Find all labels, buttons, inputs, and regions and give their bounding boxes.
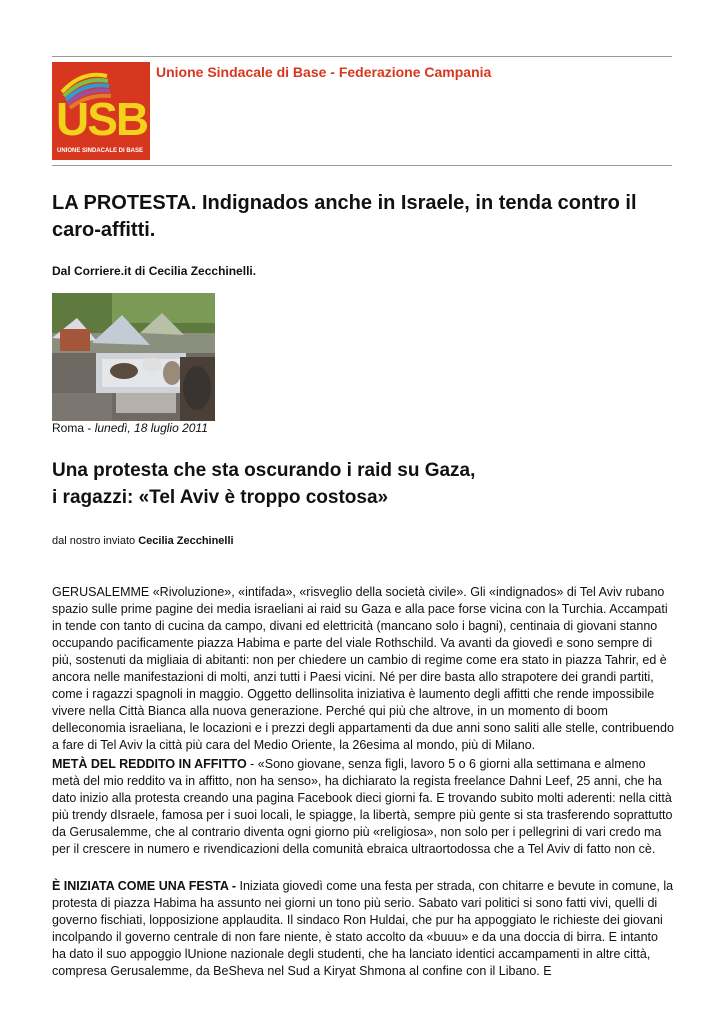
photo-caption [52,421,208,435]
article-subtitle [52,457,682,511]
paragraph-2-lead: METÀ DEL REDDITO IN AFFITTO [52,757,247,771]
protest-tents-photo [52,293,215,421]
logo-letters: USB [56,93,148,145]
header-bottom-rule [52,165,672,166]
article-byline [52,535,234,547]
article-photo [52,293,215,421]
organization-name: Unione Sindacale di Base - Federazione Campania [156,64,492,80]
paragraph-3-lead: È INIZIATA COME UNA FESTA - [52,879,237,893]
article-source: Dal Corriere.it di Cecilia Zecchinelli. [52,264,257,278]
caption-date: lunedì, 18 luglio 2011 [94,421,208,435]
paragraph-2-body: - «Sono giovane, senza figli, lavoro 5 o 6 giorni alla settimana e almeno metà del mio reddito va in affitto, non ha senso», ha dichiarato la regista freelance Dahni Leef, 25 anni, che ha dato inizio alla protesta creando una pagina Facebook dieci giorni fa. E trovando subito molti aderenti: nella città più trendy dIsraele, famosa per i suoi locali, le spiagge, la libertà, sempre più gente si sta trasferendo soprattutto da Gerusalemme, che al contrario diventa ogni giorno più «religiosa», non solo per i pellegrini di vari credo ma per il crescere in numero e rivendicazioni della comunità ebraica ultraortodossa che a Tel Aviv di fatto non cè. [52,757,673,856]
logo-subtext: UNIONE SINDACALE DI BASE [57,148,144,154]
usb-logo [52,62,150,160]
subtitle-line-2: i ragazzi: «Tel Aviv è troppo costosa» [52,487,389,508]
byline-author: Cecilia Zecchinelli [138,535,234,547]
article-paragraph-2 [52,756,674,858]
byline-prefix: dal nostro inviato [52,535,139,547]
paragraph-3-body: Iniziata giovedì come una festa per strada, con chitarre e bevute in comune, la protesta di piazza Habima ha assunto nei giorni un tono più serio. Sabato vari politici si sono fatti vivi, quelli di governo fischiati, lopposizione applaudita. Il sindaco Ron Huldai, che pur ha appoggiato le richieste dei giovani incolpando il governo centrale di non fare niente, è stato accolto da «buuu» e da una doccia di birra. E intanto ha dato il suo appoggio lUnione nazionale degli studenti, che ha lanciato identici accampamenti in altre città, compresa Gerusalemme, da BeSheva nel Sud a Kiryat Shmona al confine con il Libano. E [52,879,674,978]
article-title: LA PROTESTA. Indignados anche in Israele, in tenda contro il caro-affitti. [52,192,637,241]
article-paragraph-1: GERUSALEMME «Rivoluzione», «intifada», «risveglio della società civile». Gli «indignados» di Tel Aviv rubano spazio sulle prime pagine dei media israeliani ai raid su Gaza e alla pace forse vicina con la Turchia. Accampati in tende con tanto di cucina da campo, divani ed elettricità (mancano solo i bagni), centinaia di giovani stanno occupando pacificamente piazza Habima e parte del viale Rothschild. Va avanti da giovedì e sono sempre di più, sostenuti da migliaia di abitanti: non per chiedere un cambio di regime come era stato in piazza Tahrir, ed è ancora nelle manifestazioni di molti, anzi tutti i Paesi vicini. Né per dire basta allo strapotere dei grandi partiti, come i ragazzi spagnoli in maggio. Oggetto dellinsolita iniziativa è laumento degli affitti che rende impossibile vivere nella Città Bianca alla nuova generazione. Perché qui più che altrove, in un momento di boom delleconomia israeliana, le locazioni e i prezzi degli appartamenti da due anni sono saliti alle stelle, contribuendo a fare di Tel Aviv la città più cara del Medio Oriente, la 26esima al mondo, più di Milano. [52,585,674,752]
caption-place: Roma - [52,421,95,435]
article-paragraph-3 [52,878,674,980]
header-top-rule [52,56,672,57]
subtitle-line-1: Una protesta che sta oscurando i raid su Gaza, [52,460,476,481]
